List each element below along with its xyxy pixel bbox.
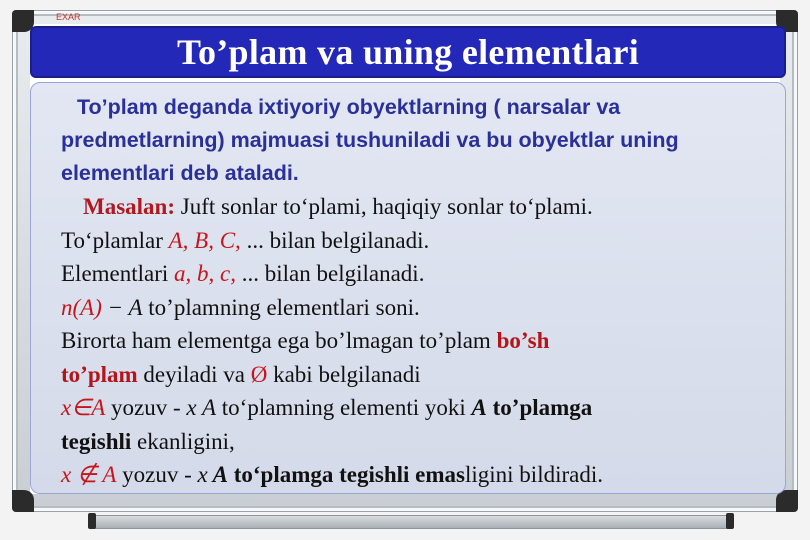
membership-line xyxy=(61,391,785,425)
content-panel xyxy=(30,82,786,494)
empty-set-text-2: deyiladi va xyxy=(137,361,251,387)
empty-set-line xyxy=(61,324,785,358)
non-membership-a: A xyxy=(207,462,228,487)
example-label: Masalan: xyxy=(83,194,175,219)
membership-symbol: x∈A xyxy=(61,395,106,420)
empty-set-symbol: Ø xyxy=(250,361,268,387)
membership-term-2: tegishli xyxy=(61,428,132,454)
example-line xyxy=(61,190,785,224)
non-membership-x: x xyxy=(197,462,208,487)
sets-notation-suffix: ... bilan belgilanadi. xyxy=(240,227,430,253)
membership-a: A xyxy=(196,395,217,420)
cardinality-text: to’plamning elementlari soni. xyxy=(142,294,420,320)
example-text: Juft sonlar to‘plami, haqiqiy sonlar to‘plami. xyxy=(175,194,593,219)
elements-notation-prefix: Elementlari xyxy=(61,261,175,286)
membership-term: to’plamga xyxy=(486,395,593,420)
membership-text-2: to‘plamning elementi yoki xyxy=(216,395,472,420)
marker-tray xyxy=(92,515,734,529)
non-membership-text: yozuv - xyxy=(116,462,198,487)
non-membership-line xyxy=(61,458,785,492)
sets-notation-prefix: To‘plamlar xyxy=(61,227,169,253)
membership-text-3: ekanligini, xyxy=(131,428,235,454)
elements-notation-line xyxy=(61,257,785,291)
cardinality-set: − A xyxy=(107,294,143,320)
elements-symbols: a, b, c, xyxy=(174,261,237,286)
frame-corner-bottom-left xyxy=(12,490,34,512)
cardinality-symbol: n(A) xyxy=(61,294,108,320)
membership-x: x xyxy=(186,395,197,420)
non-membership-term: to‘plamga tegishli emas xyxy=(227,462,465,487)
definition-paragraph: To’plam deganda ixtiyoriy obyektlarning ( narsalar va predmetlarning) majmuasi tushuniladi va bu obyektlar uning elementlari deb ataladi. xyxy=(61,95,679,185)
empty-set-line-2 xyxy=(61,358,785,392)
title-banner xyxy=(30,26,786,78)
sets-notation-line xyxy=(61,224,785,258)
membership-a-bold: A xyxy=(471,395,487,420)
sets-symbols: A, B, C, xyxy=(168,227,241,253)
empty-set-term: bo’sh xyxy=(496,328,550,353)
brand-tag: EXAR xyxy=(56,12,81,22)
membership-line-2 xyxy=(61,425,785,459)
page-title: To’plam va uning elementlari xyxy=(176,32,640,72)
membership-text: yozuv - xyxy=(105,395,187,420)
empty-set-text: Birorta ham elementga ega bo’lmagan to’plam xyxy=(61,328,497,353)
empty-set-term-2: to’plam xyxy=(61,361,138,387)
non-membership-text-2: ligini bildiradi. xyxy=(465,462,603,487)
elements-notation-suffix: ... bilan belgilanadi. xyxy=(236,261,425,286)
marker-tray-end-left xyxy=(88,513,96,529)
empty-set-text-3: kabi belgilanadi xyxy=(267,361,421,387)
cardinality-line xyxy=(61,291,785,325)
non-membership-symbol: x ∉ A xyxy=(61,462,117,487)
marker-tray-end-right xyxy=(726,513,734,529)
